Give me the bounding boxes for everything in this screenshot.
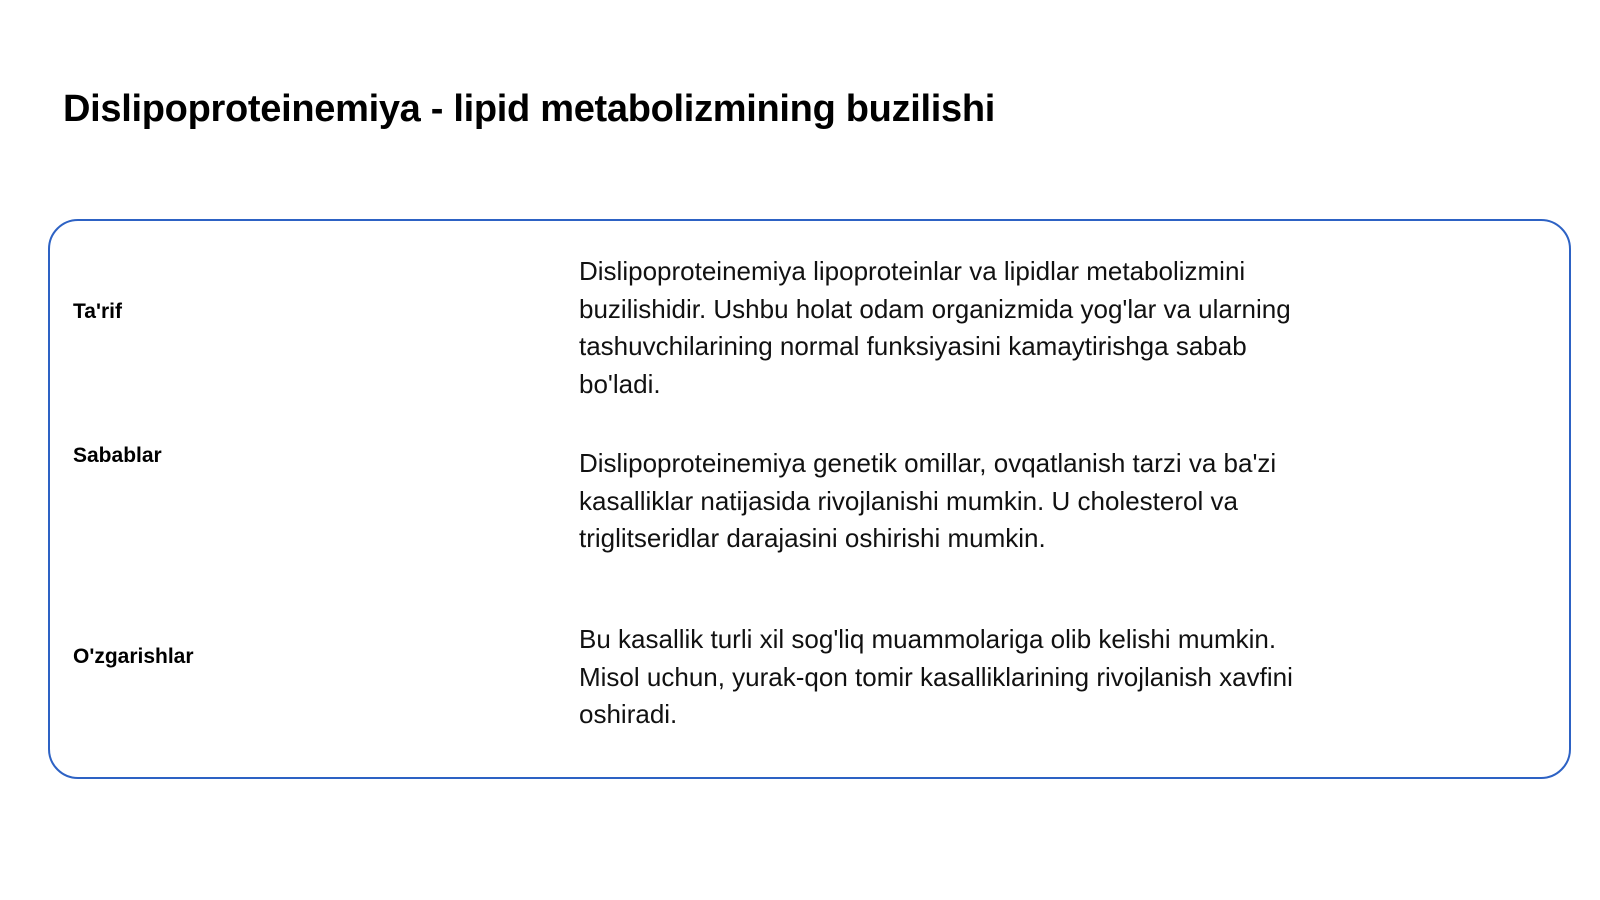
row-label-ozgarishlar: O'zgarishlar [73, 645, 194, 668]
row-label-sabablar: Sabablar [73, 444, 162, 467]
slide-title: Dislipoproteinemiya - lipid metabolizmining buzilishi [63, 88, 996, 130]
row-text-tarif: Dislipoproteinemiya lipoproteinlar va lipidlar metabolizmini buzilishidir. Ushbu holat odam organizmida yog'lar va ularning tashuvchilarining normal funksiyasini kamaytirishga sabab bo'ladi. [579, 256, 1291, 399]
row-text-ozgarishlar: Bu kasallik turli xil sog'liq muammolariga olib kelishi mumkin. Misol uchun, yurak-qon tomir kasalliklarining rivojlanish xavfini oshiradi. [579, 624, 1293, 729]
row-label-tarif: Ta'rif [73, 300, 122, 323]
row-text-sabablar: Dislipoproteinemiya genetik omillar, ovqatlanish tarzi va ba'zi kasalliklar natijasida rivojlanishi mumkin. U cholesterol va triglitseridlar darajasini oshirishi mumkin. [579, 448, 1277, 553]
info-table [48, 219, 1571, 779]
